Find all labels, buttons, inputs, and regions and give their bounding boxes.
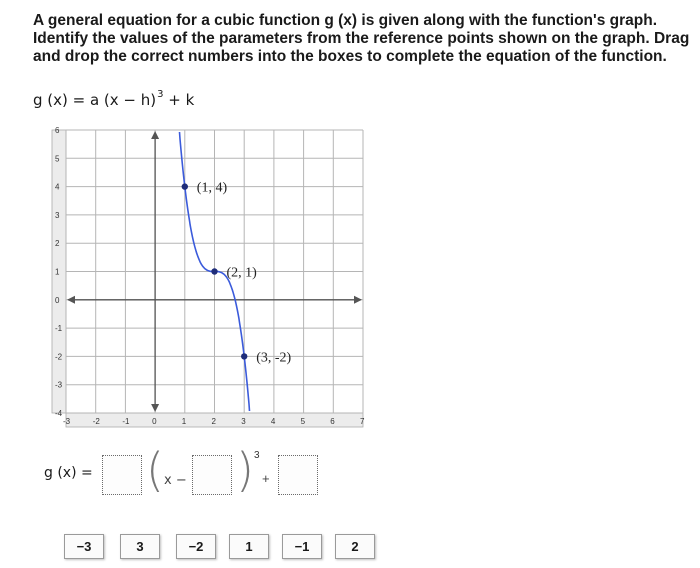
tile-3[interactable]: 3 — [120, 534, 160, 559]
y-axis-arrow-up — [151, 131, 159, 139]
equation-right: + k — [168, 91, 195, 109]
reference-point-label: (3, -2) — [256, 350, 292, 366]
reference-point — [241, 353, 247, 359]
y-tick-label: 0 — [55, 295, 60, 305]
y-tick-label: 4 — [55, 182, 60, 192]
y-tick-label: -4 — [55, 409, 63, 418]
x-tick-label: -2 — [92, 417, 100, 426]
x-tick-label: 6 — [330, 417, 335, 426]
builder-exponent: 3 — [254, 450, 260, 461]
equation-builder — [40, 445, 380, 505]
x-tick-label: 3 — [241, 417, 246, 426]
drop-box-a[interactable] — [102, 455, 142, 495]
y-tick-label: 1 — [55, 267, 60, 277]
reference-point-label: (2, 1) — [226, 265, 257, 281]
x-axis-arrow-left — [67, 296, 75, 304]
y-tick-label: 6 — [55, 126, 60, 135]
reference-point — [182, 183, 188, 189]
y-axis-arrow-down — [151, 404, 159, 412]
x-tick-label: -1 — [122, 417, 130, 426]
y-tick-label: 3 — [55, 210, 60, 220]
tile-neg-1[interactable]: −1 — [282, 534, 322, 559]
x-axis-arrow-right — [354, 296, 362, 304]
y-tick-label: 2 — [55, 239, 60, 249]
prompt-line-2: Identify the values of the parameters from the reference points shown on the graph. Drag — [33, 30, 690, 47]
left-paren: ( — [146, 443, 164, 497]
tile-1[interactable]: 1 — [229, 534, 269, 559]
y-tick-label: -3 — [55, 380, 63, 390]
drop-box-h[interactable] — [192, 455, 232, 495]
x-tick-label: 4 — [270, 417, 276, 426]
tile-neg-3[interactable]: −3 — [64, 534, 104, 559]
plus-sign: + — [262, 471, 270, 486]
x-minus-label: x − — [164, 473, 187, 488]
right-paren: ) — [236, 443, 254, 497]
equation-exponent: 3 — [157, 89, 164, 100]
tile-2[interactable]: 2 — [335, 534, 375, 559]
y-tick-label: -2 — [55, 352, 63, 362]
reference-point-label: (1, 4) — [196, 180, 228, 196]
reference-point — [211, 268, 217, 274]
x-tick-label: 7 — [360, 417, 365, 426]
x-tick-label: 1 — [181, 417, 187, 426]
y-tick-label: -1 — [55, 324, 63, 334]
prompt-line-1: A general equation for a cubic function g (x) is given along with the function's graph. — [33, 12, 658, 29]
equation-left: g (x) = a (x − h) — [33, 91, 157, 109]
builder-label: g (x) = — [44, 465, 93, 481]
x-tick-label: 0 — [152, 417, 157, 426]
tile-neg-2[interactable]: −2 — [176, 534, 216, 559]
y-tick-label: 5 — [55, 154, 60, 164]
drop-box-k[interactable] — [278, 455, 318, 495]
x-tick-label: -3 — [63, 417, 71, 426]
x-tick-label: 2 — [211, 417, 216, 426]
x-tick-label: 5 — [300, 417, 306, 426]
prompt-line-3: and drop the correct numbers into the boxes to complete the equation of the function. — [33, 48, 667, 65]
